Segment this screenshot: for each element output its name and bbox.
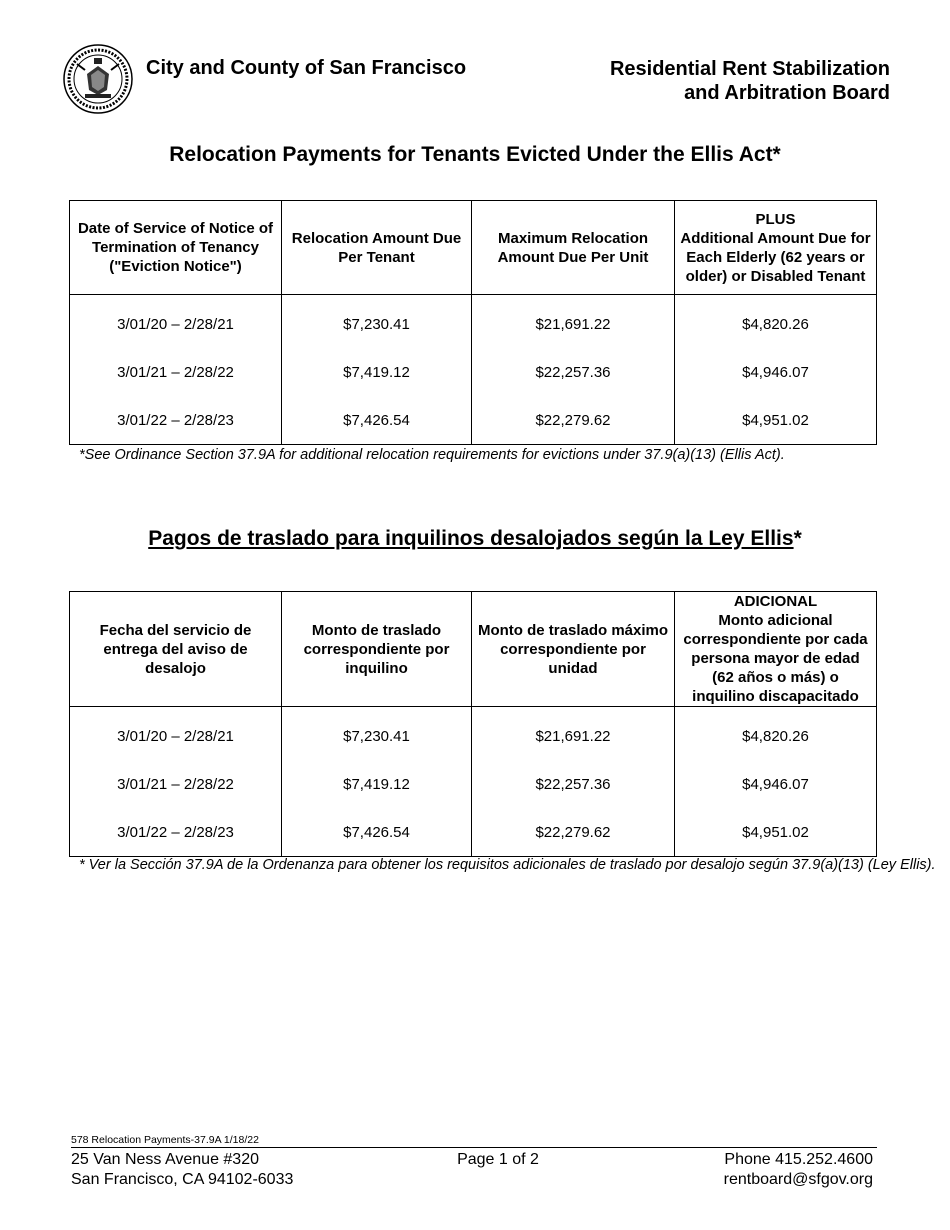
additional-amount-label: Monto adicional correspondiente por cada persona mayor de edad (62 años o más) o inquilino discapacitado <box>683 612 868 705</box>
table-row <box>70 348 877 396</box>
per-tenant-cell: $7,230.41 <box>282 295 472 349</box>
date-range-cell: 3/01/22 – 2/28/23 <box>70 396 282 445</box>
per-unit-cell: $21,691.22 <box>472 707 675 761</box>
table-header-row <box>70 201 877 295</box>
per-tenant-cell: $7,426.54 <box>282 808 472 857</box>
table-header-row <box>70 592 877 707</box>
spanish-rates-table <box>69 591 877 857</box>
per-tenant-cell: $7,426.54 <box>282 396 472 445</box>
english-title: Relocation Payments for Tenants Evicted Under the Ellis Act* <box>169 143 781 166</box>
additional-cell: $4,820.26 <box>675 707 877 761</box>
column-header: Maximum Relocation Amount Due Per Unit <box>472 201 675 295</box>
table-row <box>70 760 877 808</box>
plus-label: PLUS <box>755 210 796 228</box>
table-row <box>70 707 877 761</box>
spanish-title-text: Pagos de traslado para inquilinos desalojados según la Ley Ellis <box>148 527 794 550</box>
column-header: Date of Service of Notice of Termination of Tenancy ("Eviction Notice") <box>70 201 282 295</box>
additional-cell: $4,951.02 <box>675 808 877 857</box>
english-footnote: *See Ordinance Section 37.9A for additional relocation requirements for evictions under 37.9(a)(13) (Ellis Act). <box>79 447 785 463</box>
footer-divider <box>71 1147 877 1148</box>
page-number: Page 1 of 2 <box>457 1151 539 1168</box>
org-name: City and County of San Francisco <box>146 57 467 79</box>
per-unit-cell: $22,279.62 <box>472 808 675 857</box>
board-name <box>610 57 890 105</box>
date-range-cell: 3/01/22 – 2/28/23 <box>70 808 282 857</box>
column-header: Monto de traslado máximo correspondiente por unidad <box>472 592 675 707</box>
per-unit-cell: $21,691.22 <box>472 295 675 349</box>
date-range-cell: 3/01/20 – 2/28/21 <box>70 707 282 761</box>
spanish-title <box>0 527 950 551</box>
table-row <box>70 295 877 349</box>
column-header <box>675 592 877 707</box>
per-tenant-cell: $7,230.41 <box>282 707 472 761</box>
per-tenant-cell: $7,419.12 <box>282 348 472 396</box>
date-range-cell: 3/01/21 – 2/28/22 <box>70 348 282 396</box>
phone-number: Phone 415.252.4600 <box>724 1151 873 1168</box>
additional-cell: $4,946.07 <box>675 760 877 808</box>
footer-contact <box>724 1150 873 1190</box>
spanish-footnote: * Ver la Sección 37.9A de la Ordenanza para obtener los requisitos adicionales de traslado por desalojo según 37.9(a)(13) (Ley Ellis). <box>79 857 936 873</box>
per-unit-cell: $22,279.62 <box>472 396 675 445</box>
date-range-cell: 3/01/21 – 2/28/22 <box>70 760 282 808</box>
column-header <box>675 201 877 295</box>
board-name-line1: Residential Rent Stabilization <box>609 58 890 80</box>
per-unit-cell: $22,257.36 <box>472 760 675 808</box>
form-code: 578 Relocation Payments-37.9A 1/18/22 <box>71 1134 259 1146</box>
additional-cell: $4,946.07 <box>675 348 877 396</box>
board-name-line2: and Arbitration Board <box>684 82 890 104</box>
column-header: Fecha del servicio de entrega del aviso de desalojo <box>70 592 282 707</box>
column-header: Monto de traslado correspondiente por inquilino <box>282 592 472 707</box>
additional-cell: $4,951.02 <box>675 396 877 445</box>
per-tenant-cell: $7,419.12 <box>282 760 472 808</box>
additional-amount-label: Additional Amount Due for Each Elderly (62 years or older) or Disabled Tenant <box>680 229 871 285</box>
email-address: rentboard@sfgov.org <box>723 1171 873 1188</box>
table-row <box>70 808 877 857</box>
address-line1: 25 Van Ness Avenue #320 <box>71 1151 259 1168</box>
spanish-title-mark: * <box>793 527 802 550</box>
date-range-cell: 3/01/20 – 2/28/21 <box>70 295 282 349</box>
address-line2: San Francisco, CA 94102-6033 <box>71 1171 294 1188</box>
table-row <box>70 396 877 445</box>
additional-cell: $4,820.26 <box>675 295 877 349</box>
adicional-label: ADICIONAL <box>733 593 818 610</box>
english-rates-table <box>69 200 877 445</box>
per-unit-cell: $22,257.36 <box>472 348 675 396</box>
city-seal-logo <box>63 44 133 114</box>
column-header: Relocation Amount Due Per Tenant <box>282 201 472 295</box>
